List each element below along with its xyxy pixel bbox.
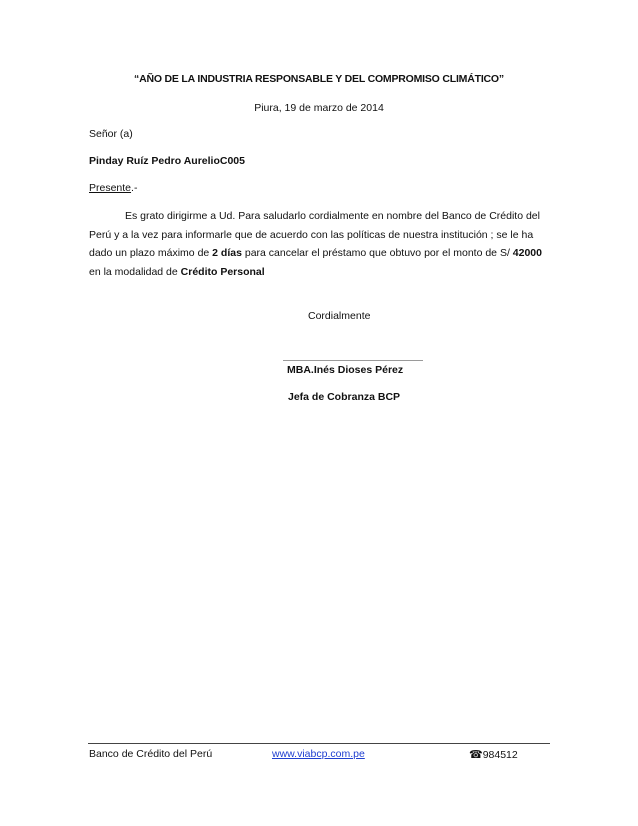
- presente-suffix: .-: [131, 182, 138, 194]
- presente-word: Presente: [89, 182, 132, 194]
- signatory-role: Jefa de Cobranza BCP: [288, 391, 401, 403]
- loan-days: 2 días: [212, 247, 242, 259]
- letter-heading: “AÑO DE LA INDUSTRIA RESPONSABLE Y DEL COMPROMISO CLIMÁTICO”: [134, 73, 504, 85]
- body-line-3: [89, 244, 547, 263]
- body-line-1: [89, 207, 547, 226]
- letter-body: [89, 207, 547, 281]
- footer-company: Banco de Crédito del Perú: [89, 748, 213, 760]
- presente-line: [89, 182, 137, 194]
- body-line-1-text: Es grato dirigirme a Ud. Para saludarlo cordialmente en nombre del Banco de Crédito del: [125, 210, 540, 222]
- body-line-3-b: para cancelar el préstamo que obtuvo por el monto de S/: [241, 247, 513, 259]
- loan-modality: Crédito Personal: [180, 265, 265, 278]
- body-line-4: [89, 263, 547, 282]
- signatory-name: MBA.Inés Dioses Pérez: [287, 364, 404, 376]
- loan-amount: 42000: [512, 247, 542, 259]
- salutation: Señor (a): [89, 128, 133, 140]
- footer-divider: [88, 743, 550, 744]
- body-line-4-a: en la modalidad de: [89, 265, 181, 278]
- body-line-3-a: dado un plazo máximo de: [89, 247, 213, 259]
- body-line-2: Perú y a la vez para informarle que de acuerdo con las políticas de nuestra institución ; se le ha: [89, 228, 534, 241]
- recipient-name: Pinday Ruíz Pedro AurelioC005: [89, 155, 245, 167]
- footer-phone-number: 984512: [482, 749, 518, 761]
- closing: Cordialmente: [308, 310, 371, 322]
- footer-website-link[interactable]: www.viabcp.com.pe: [272, 748, 365, 760]
- date-line: Piura, 19 de marzo de 2014: [254, 102, 384, 114]
- signature-line: [283, 360, 423, 361]
- telephone-icon: ☎: [469, 748, 483, 761]
- footer-phone: [469, 748, 518, 761]
